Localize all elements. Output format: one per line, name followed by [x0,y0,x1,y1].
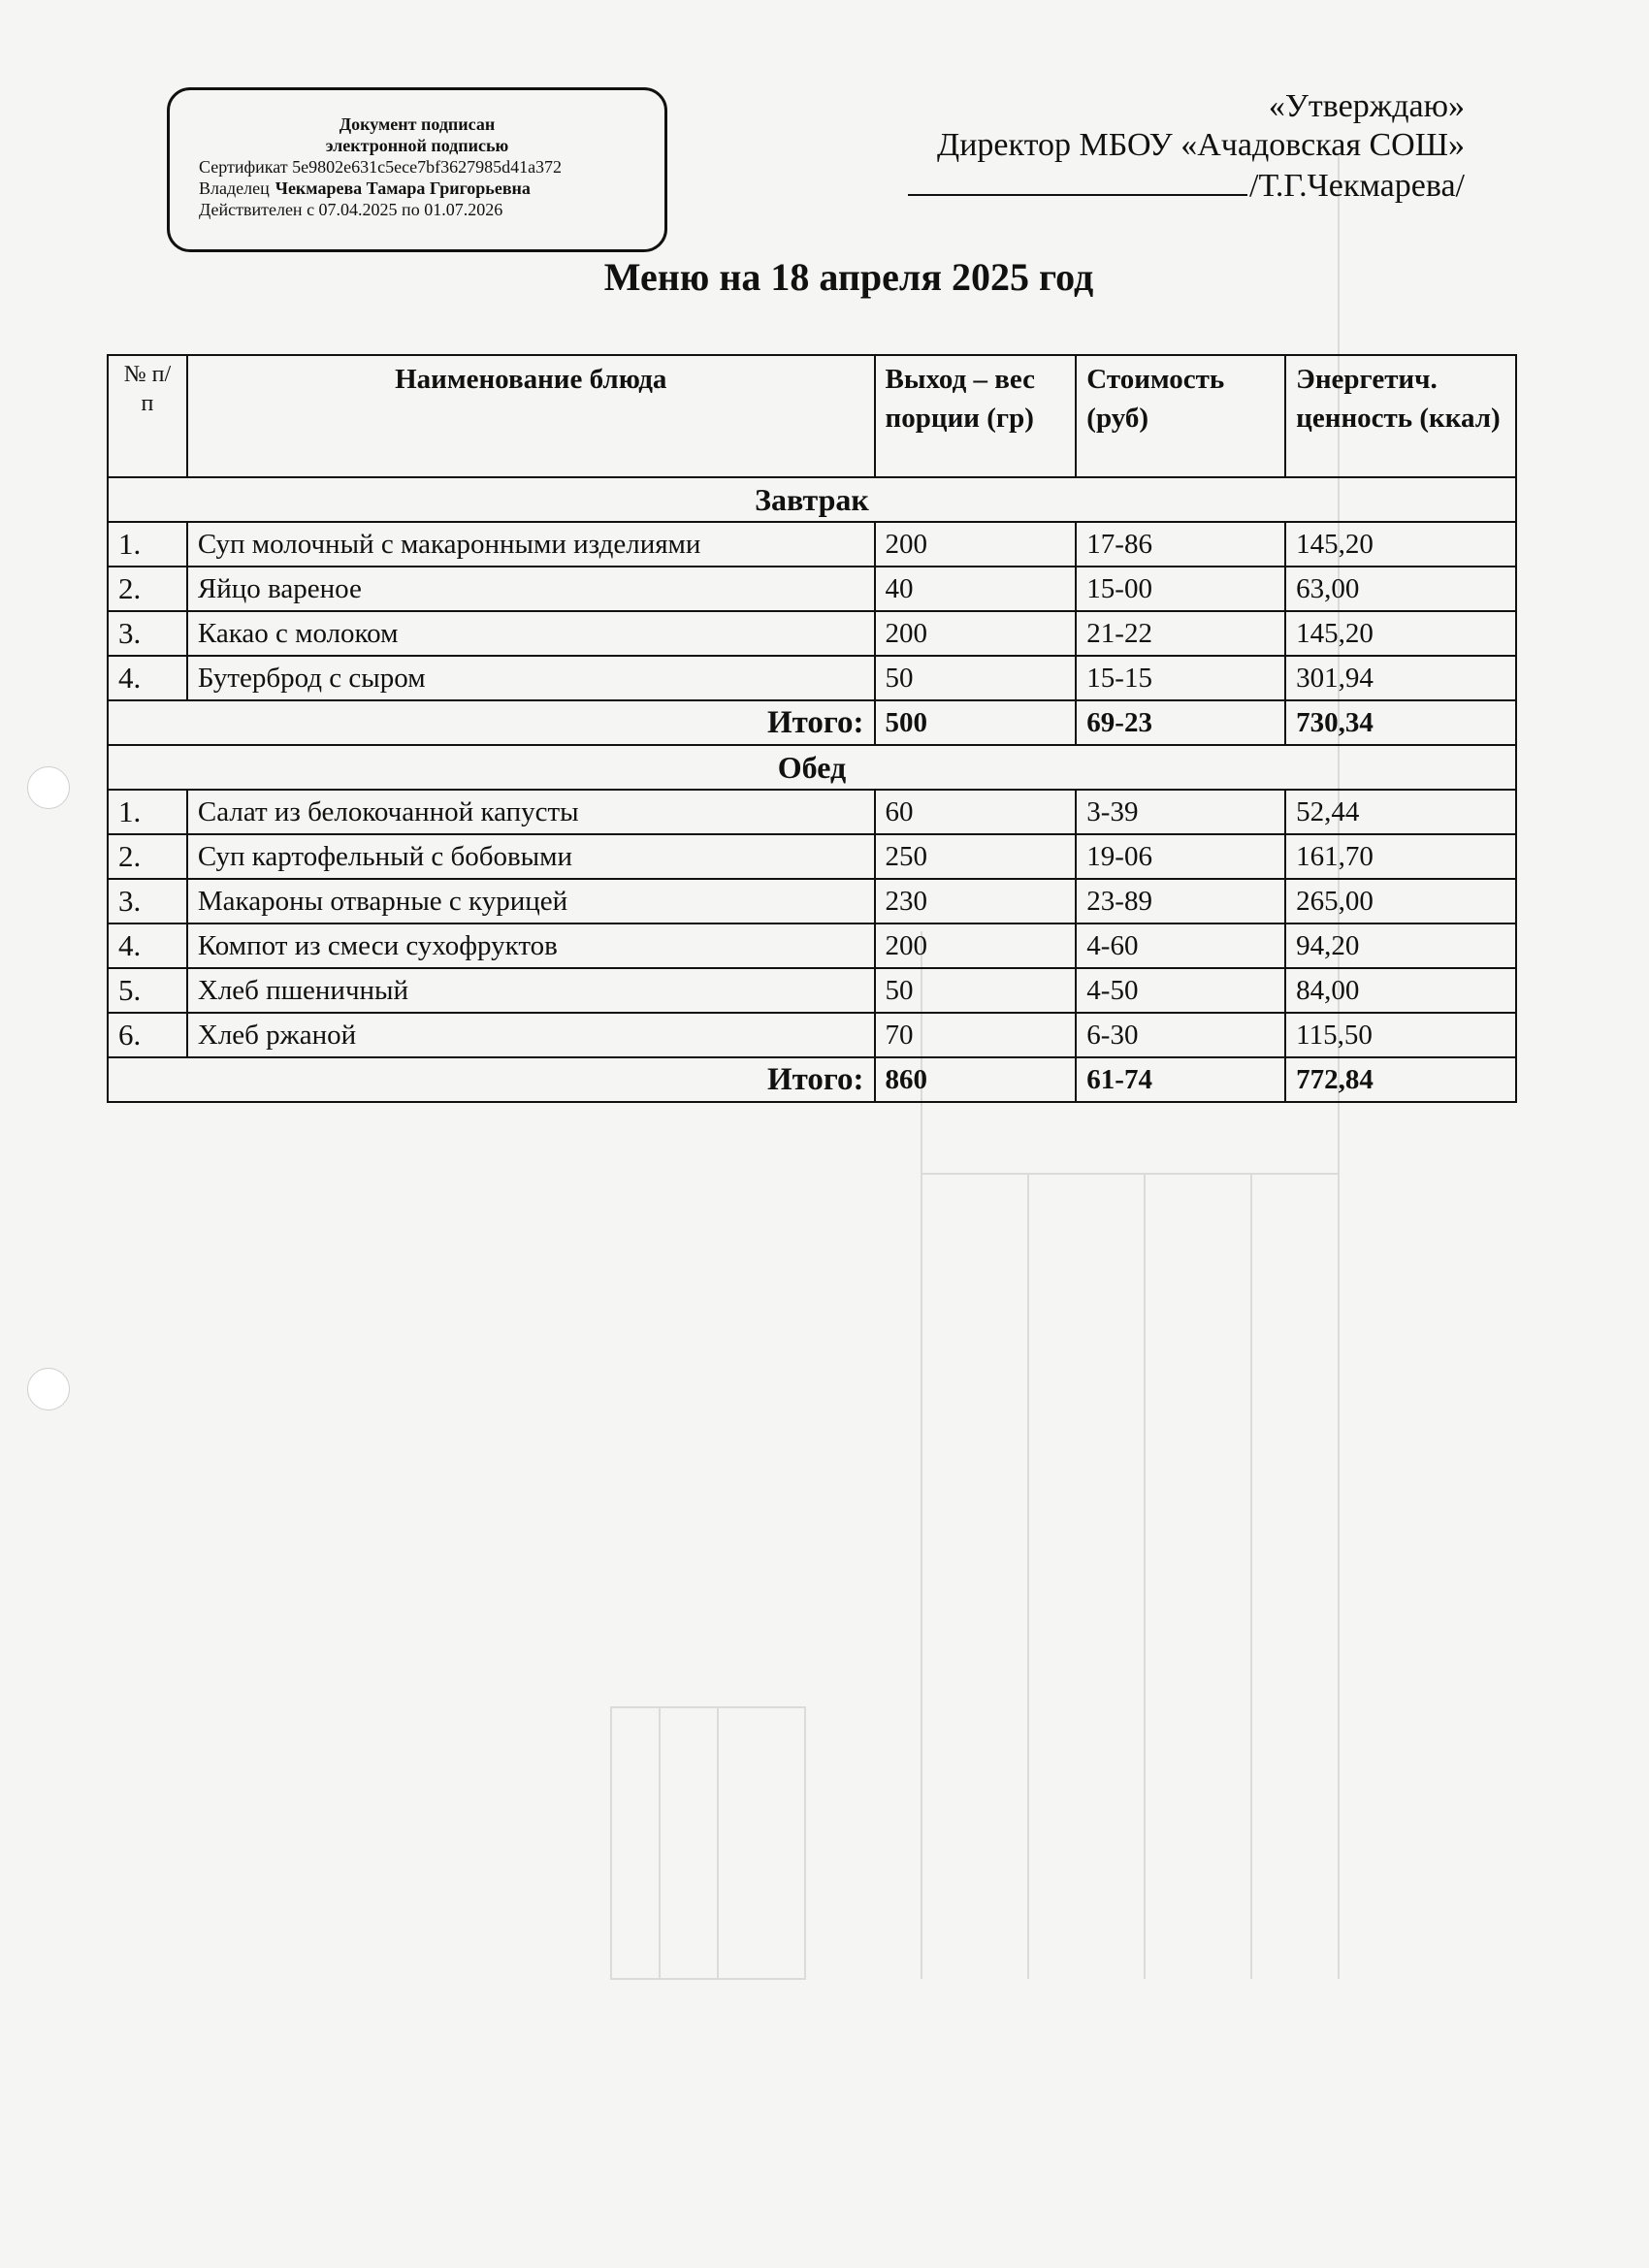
header-num: № п/п [108,355,187,477]
row-number: 1. [108,522,187,567]
total-label: Итого: [108,700,875,745]
stamp-title-line2: электронной подписью [325,136,509,155]
section-title: Обед [108,745,1516,790]
approval-signer: /Т.Г.Чекмарева/ [1249,168,1465,204]
dish-cost: 6-30 [1076,1013,1285,1057]
table-row [108,611,1516,656]
dish-cost: 4-60 [1076,923,1285,968]
menu-table [107,354,1517,1103]
dish-energy: 145,20 [1285,611,1516,656]
table-row [108,968,1516,1013]
page-title: Меню на 18 апреля 2025 год [603,255,1094,299]
dish-weight: 250 [875,834,1077,879]
header-name: Наименование блюда [187,355,875,477]
approval-position: Директор МБОУ «Ачадовская СОШ» [937,127,1465,163]
dish-weight: 70 [875,1013,1077,1057]
total-cost: 69-23 [1076,700,1285,745]
dish-weight: 200 [875,611,1077,656]
table-header-row [108,355,1516,477]
dish-name: Салат из белокочанной капусты [187,790,875,834]
dish-energy: 84,00 [1285,968,1516,1013]
approval-signature-line [908,165,1465,206]
table-row [108,567,1516,611]
stamp-validity: Действителен с 07.04.2025 по 01.07.2026 [199,200,503,219]
signature-underline [908,165,1247,196]
dish-name: Яйцо вареное [187,567,875,611]
stamp-certificate-label: Сертификат [199,157,288,177]
dish-weight: 50 [875,656,1077,700]
header-energy: Энергетич. ценность (ккал) [1285,355,1516,477]
dish-energy: 145,20 [1285,522,1516,567]
dish-weight: 60 [875,790,1077,834]
section-row [108,477,1516,522]
header-weight: Выход – вес порции (гр) [875,355,1077,477]
dish-cost: 4-50 [1076,968,1285,1013]
total-row [108,700,1516,745]
total-weight: 860 [875,1057,1077,1102]
dish-name: Суп молочный с макаронными изделиями [187,522,875,567]
stamp-owner-label: Владелец [199,178,270,198]
dish-weight: 200 [875,923,1077,968]
total-row [108,1057,1516,1102]
dish-cost: 15-15 [1076,656,1285,700]
stamp-certificate-value: 5e9802e631c5ece7bf3627985d41a372 [292,157,563,177]
dish-energy: 301,94 [1285,656,1516,700]
table-row [108,790,1516,834]
dish-cost: 21-22 [1076,611,1285,656]
dish-name: Макароны отварные с курицей [187,879,875,923]
stamp-title-line1: Документ подписан [339,114,496,134]
approval-block [908,87,1465,206]
row-number: 2. [108,834,187,879]
dish-name: Какао с молоком [187,611,875,656]
total-weight: 500 [875,700,1077,745]
dish-weight: 230 [875,879,1077,923]
dish-cost: 15-00 [1076,567,1285,611]
menu-table-body [108,477,1516,1102]
dish-energy: 63,00 [1285,567,1516,611]
stamp-owner-name: Чекмарева Тамара Григорьевна [275,178,531,198]
dish-energy: 161,70 [1285,834,1516,879]
row-number: 6. [108,1013,187,1057]
row-number: 4. [108,656,187,700]
dish-cost: 19-06 [1076,834,1285,879]
dish-name: Бутерброд с сыром [187,656,875,700]
total-energy: 772,84 [1285,1057,1516,1102]
dish-cost: 3-39 [1076,790,1285,834]
table-row [108,1013,1516,1057]
dish-name: Компот из смеси сухофруктов [187,923,875,968]
dish-weight: 50 [875,968,1077,1013]
table-row [108,656,1516,700]
punch-hole-top [27,766,70,809]
table-row [108,879,1516,923]
dish-name: Суп картофельный с бобовыми [187,834,875,879]
row-number: 3. [108,879,187,923]
total-label: Итого: [108,1057,875,1102]
total-cost: 61-74 [1076,1057,1285,1102]
dish-energy: 115,50 [1285,1013,1516,1057]
dish-cost: 23-89 [1076,879,1285,923]
dish-cost: 17-86 [1076,522,1285,567]
dish-weight: 40 [875,567,1077,611]
electronic-signature-stamp [167,87,667,252]
dish-energy: 265,00 [1285,879,1516,923]
punch-hole-bottom [27,1368,70,1410]
header-cost: Стоимость (руб) [1076,355,1285,477]
dish-energy: 52,44 [1285,790,1516,834]
row-number: 4. [108,923,187,968]
table-row [108,923,1516,968]
row-number: 3. [108,611,187,656]
table-row [108,522,1516,567]
section-row [108,745,1516,790]
dish-name: Хлеб пшеничный [187,968,875,1013]
stamp-certificate [170,156,664,178]
dish-energy: 94,20 [1285,923,1516,968]
stamp-owner [170,178,664,199]
section-title: Завтрак [108,477,1516,522]
row-number: 1. [108,790,187,834]
dish-name: Хлеб ржаной [187,1013,875,1057]
dish-weight: 200 [875,522,1077,567]
row-number: 5. [108,968,187,1013]
table-row [108,834,1516,879]
approval-heading: «Утверждаю» [1268,88,1465,124]
total-energy: 730,34 [1285,700,1516,745]
row-number: 2. [108,567,187,611]
